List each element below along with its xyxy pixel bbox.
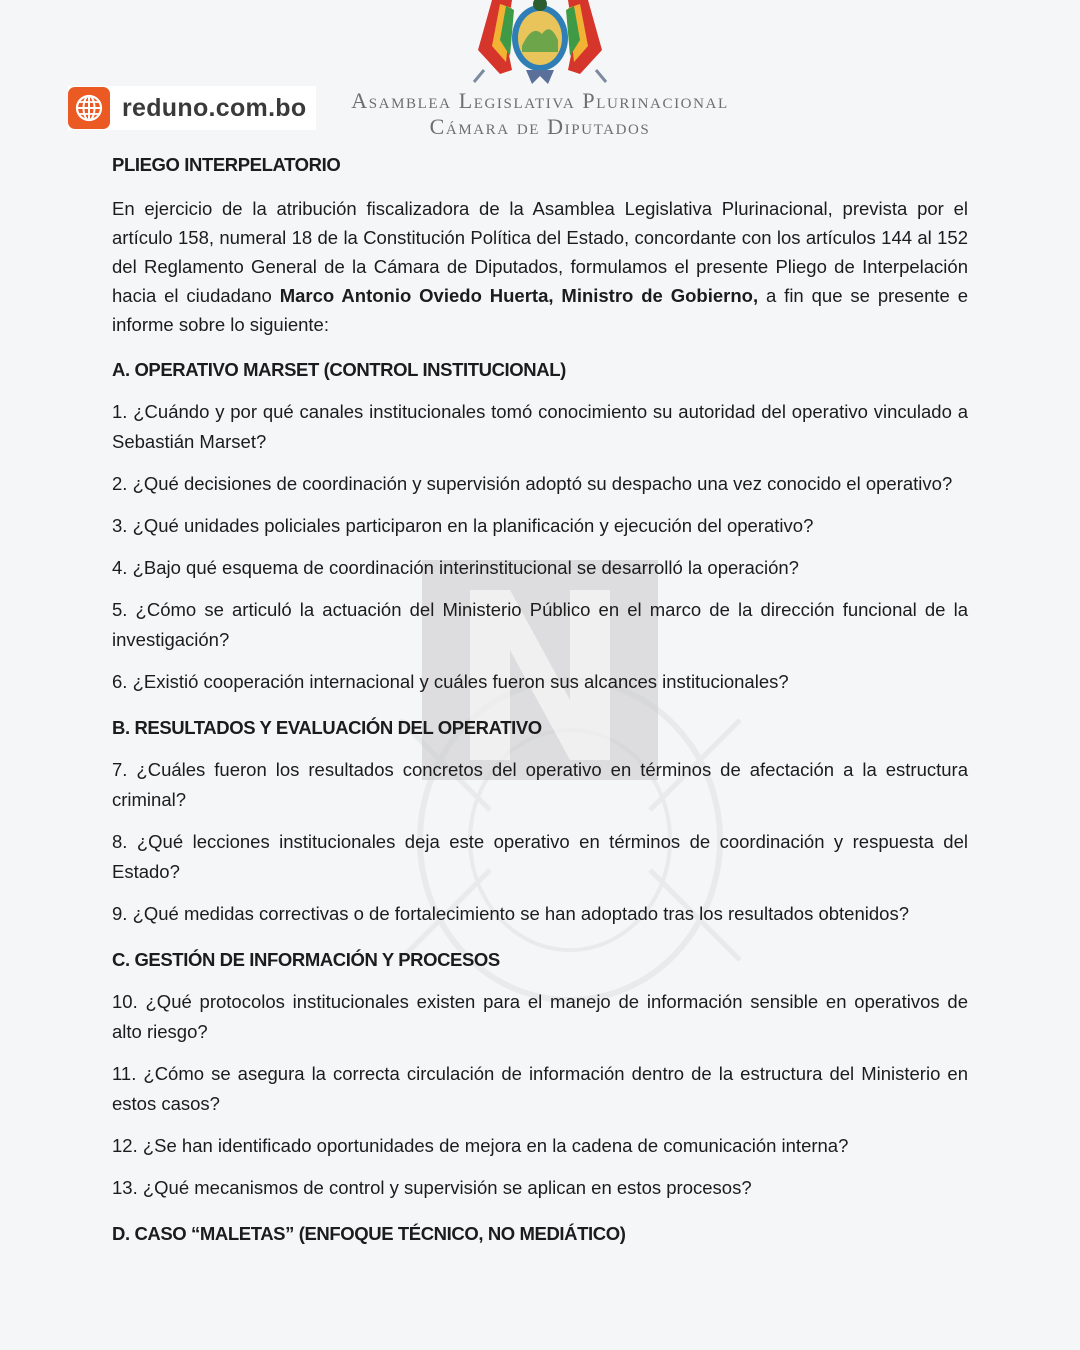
question-item: 12. ¿Se han identificado oportunidades de mejora en la cadena de comunicación interna? [112,1135,849,1156]
section-heading-b: B. RESULTADOS Y EVALUACIÓN DEL OPERATIVO [112,717,542,738]
intro-paragraph [112,194,968,339]
question-item: 8. ¿Qué lecciones institucionales deja este operativo en términos de coordinación y respuesta del Estado? [112,831,968,882]
question-item: 11. ¿Cómo se asegura la correcta circulación de información dentro de la estructura del Ministerio en estos casos? [112,1063,968,1114]
section-heading-a: A. OPERATIVO MARSET (CONTROL INSTITUCIONAL) [112,359,566,380]
question-item: 13. ¿Qué mecanismos de control y supervisión se aplican en estos procesos? [112,1177,752,1198]
letterhead-assembly: Asamblea Legislativa Plurinacional [351,88,729,113]
question-item: 9. ¿Qué medidas correctivas o de fortalecimiento se han adoptado tras los resultados obtenidos? [112,903,909,924]
intro-text-end: a fin que se presente e informe sobre lo siguiente: [112,285,968,335]
question-item: 6. ¿Existió cooperación internacional y cuáles fueron sus alcances institucionales? [112,671,789,692]
intro-text: En ejercicio de la atribución fiscalizadora de la Asamblea Legislativa Plurinacional, prevista por el artículo 158, numeral 18 de la Constitución Política del Estado, concordante con los artículos 144 al 152 del Reglamento General de la Cámara de Diputados, formulamos el presente Pliego de Interpelación hacia el ciudadano [112,198,968,306]
question-item: 7. ¿Cuáles fueron los resultados concretos del operativo en términos de afectación a la estructura criminal? [112,759,968,810]
source-badge [68,86,316,130]
coat-of-arms-emblem [470,0,610,86]
globe-icon [68,87,110,129]
question-item: 10. ¿Qué protocolos institucionales existen para el manejo de información sensible en operativos de alto riesgo? [112,991,968,1042]
question-item: 2. ¿Qué decisiones de coordinación y supervisión adoptó su despacho una vez conocido el operativo? [112,473,953,494]
letterhead [312,88,768,140]
section-heading-c: C. GESTIÓN DE INFORMACIÓN Y PROCESOS [112,949,500,970]
question-item: 4. ¿Bajo qué esquema de coordinación interinstitucional se desarrolló la operación? [112,557,799,578]
section-heading-d: D. CASO “MALETAS” (ENFOQUE TÉCNICO, NO MEDIÁTICO) [112,1223,626,1244]
source-site-label: reduno.com.bo [122,93,307,122]
question-item: 5. ¿Cómo se articuló la actuación del Ministerio Público en el marco de la dirección funcional de la investigación? [112,599,968,650]
minister-name: Marco Antonio Oviedo Huerta, Ministro de Gobierno, [279,285,759,306]
letterhead-chamber: Cámara de Diputados [429,114,651,139]
question-item: 1. ¿Cuándo y por qué canales institucionales tomó conocimiento su autoridad del operativo vinculado a Sebastián Marset? [112,401,968,452]
document-body [112,150,968,1249]
question-item: 3. ¿Qué unidades policiales participaron en la planificación y ejecución del operativo? [112,515,814,536]
document-title: PLIEGO INTERPELATORIO [112,154,341,175]
